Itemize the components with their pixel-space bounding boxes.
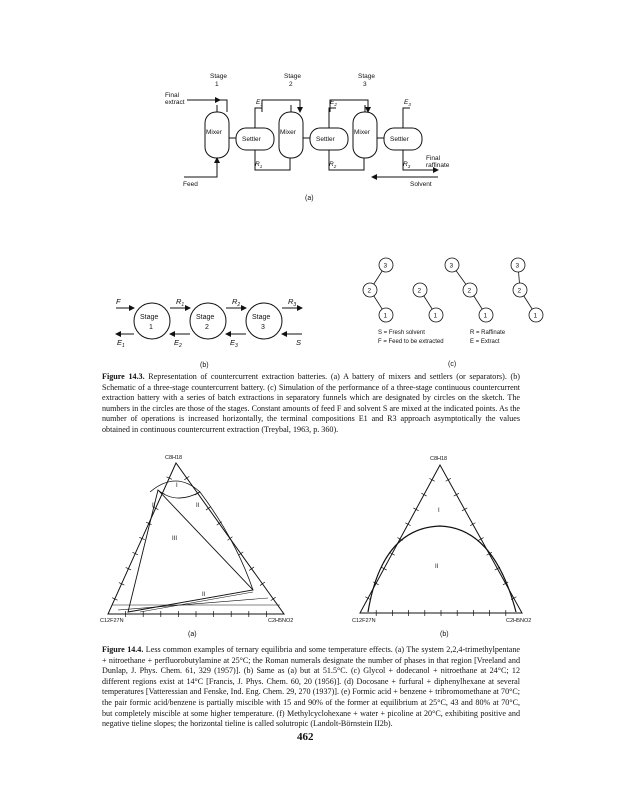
region-II-a2: II xyxy=(196,503,200,509)
stage-num-2: 2 xyxy=(289,81,293,88)
stage-label-b2: Stage xyxy=(196,314,215,321)
feed-label: Feed xyxy=(183,181,198,188)
funnel-stage-number: 2 xyxy=(467,287,472,295)
funnel-stage-number: 3 xyxy=(449,262,454,270)
e2-label: $E_2$ xyxy=(174,338,182,349)
stage-num-b1: 1 xyxy=(149,324,153,331)
region-II-b: II xyxy=(435,564,439,570)
e-label-3: $E_3$ xyxy=(404,99,411,107)
panel-label-143c: (c) xyxy=(448,361,457,368)
stage-label-3: Stage xyxy=(358,73,375,80)
final-raffinate-line2: raffinate xyxy=(426,162,450,169)
component-left-b: C12F27N xyxy=(352,618,376,624)
solvent-s-label: S xyxy=(296,338,302,347)
funnel-stage-number: 2 xyxy=(417,287,422,295)
r-label-2: $R_2$ xyxy=(329,161,337,169)
solvent-label: Solvent xyxy=(410,181,432,188)
r3-label: $R_3$ xyxy=(288,297,297,308)
r-label-1: $R_1$ xyxy=(255,161,263,169)
panel-label-143b: (b) xyxy=(200,362,209,369)
stage-num-3: 3 xyxy=(363,81,367,88)
funnel-stage-number: 1 xyxy=(483,312,488,320)
legend-feed: F = Feed to be extracted xyxy=(378,339,444,345)
r2-label: $R_2$ xyxy=(232,297,241,308)
mixer-label-2: Mixer xyxy=(280,129,296,136)
legend-extract: E = Extract xyxy=(470,339,500,345)
figure-14-4-label: Figure 14.4. xyxy=(102,645,144,654)
component-top-b: C8H18 xyxy=(430,456,448,462)
page-number: 462 xyxy=(297,731,314,743)
stage-label-1: Stage xyxy=(210,73,227,80)
figure-14-3-text: Representation of countercurrent extraction batteries. (a) A battery of mixers and settlers (or separators). (b) Schematic of a three-stage countercurrent battery. (c) Simulation of the performance of a three-stage continuous countercurrent extraction battery with a series of batch extractions in separatory funnels which are designated by circles on the sketch. The numbers in the circles are those of the stages. Constant amounts of feed F and solvent S are mixed at the indicated points. As the number of operations is increased horizontally, the terminal compositions E1 and R3 approach asymptotically the values obtained in continuous countercurrent extraction (Treybal, 1963, p. 360). xyxy=(102,372,520,434)
component-right-b: C2H5NO2 xyxy=(506,618,532,624)
figure-14-3-label: Figure 14.3. xyxy=(102,372,145,381)
e3-label: $E_3$ xyxy=(230,338,238,349)
funnel-stage-number: 3 xyxy=(383,262,388,270)
funnel-stage-number: 1 xyxy=(433,312,438,320)
settler-label-3: Settler xyxy=(390,136,409,143)
funnel-stage-number: 1 xyxy=(533,312,538,320)
mixer-label-3: Mixer xyxy=(354,129,370,136)
r-label-3: $R_3$ xyxy=(403,161,411,169)
component-top-a: C8H18 xyxy=(165,455,183,461)
e-label-2: $E_2$ xyxy=(330,99,337,107)
e1-label: $E_1$ xyxy=(117,338,125,349)
final-extract-line2: extract xyxy=(165,99,185,106)
region-I-a: I xyxy=(176,483,178,489)
feed-f-label: F xyxy=(116,297,121,306)
e-label-1: $E_1$ xyxy=(256,99,263,107)
stage-num-1: 1 xyxy=(215,81,219,88)
final-extract-line1: Final xyxy=(165,92,180,99)
region-II-a3: II xyxy=(202,592,206,598)
funnel-stage-number: 1 xyxy=(383,312,388,320)
mixer-label-1: Mixer xyxy=(206,129,222,136)
settler-label-1: Settler xyxy=(242,136,261,143)
legend-fresh-solvent: S = Fresh solvent xyxy=(378,330,425,336)
region-I-b: I xyxy=(438,508,440,514)
panel-label-144a: (a) xyxy=(188,631,197,638)
stage-label-2: Stage xyxy=(284,73,301,80)
figure-14-4-text: Less common examples of ternary equilibria and some temperature effects. (a) The system 2,2,4-trimethylpentane + nitroethane + perfluorobutylamine at 25°C; the Roman numerals designate the number of phases in that region [Vreeland and Dunlap, J. Phys. Chem. 61, 329 (1957)]. (b) Same as (a) but at 51.5°C. (c) Glycol + dodecanol + nitroethane at 24°C; 12 different regions exist at 14°C [Francis, J. Phys. Chem. 60, 20 (1956)]. (d) Docosane + furfural + diphenylhexane at several temperatures [Vatteressian and Fenske, Ind. Eng. Chem. 29, 270 (1937)]. (e) Formic acid + benzene + tribromomethane at 70°C; the pair formic acid/benzene is partially miscible with 15 and 90% of the former at equilibrium at 25°C, 43 and 80% at 70°C, but completely miscible at some higher temperature. (f) Methylcyclohexane + water + picoline at 20°C, exhibiting positive and negative tieline slopes; the horizontal tieline is called solutropic (Landolt-Börnstein II2b). xyxy=(102,645,521,729)
component-left-a: C12F27N xyxy=(100,618,124,624)
final-raffinate-line1: Final xyxy=(426,155,441,162)
funnel-stage-number: 2 xyxy=(517,287,522,295)
stage-label-b3: Stage xyxy=(252,314,271,321)
funnel-stage-number: 2 xyxy=(367,287,372,295)
panel-label-143a: (a) xyxy=(305,195,314,202)
stage-label-b1: Stage xyxy=(140,314,159,321)
stage-num-b2: 2 xyxy=(205,324,209,331)
figure-14-4-caption xyxy=(102,645,520,730)
settler-label-2: Settler xyxy=(316,136,335,143)
component-right-a: C2H5NO2 xyxy=(268,618,294,624)
r1-label: $R_1$ xyxy=(176,297,185,308)
stage-num-b3: 3 xyxy=(261,324,265,331)
region-III-a: III xyxy=(172,536,178,542)
legend-raffinate: R = Raffinate xyxy=(470,330,506,336)
region-II-a1: II xyxy=(152,503,156,509)
funnel-stage-number: 3 xyxy=(515,262,520,270)
panel-label-144b: (b) xyxy=(440,631,449,638)
